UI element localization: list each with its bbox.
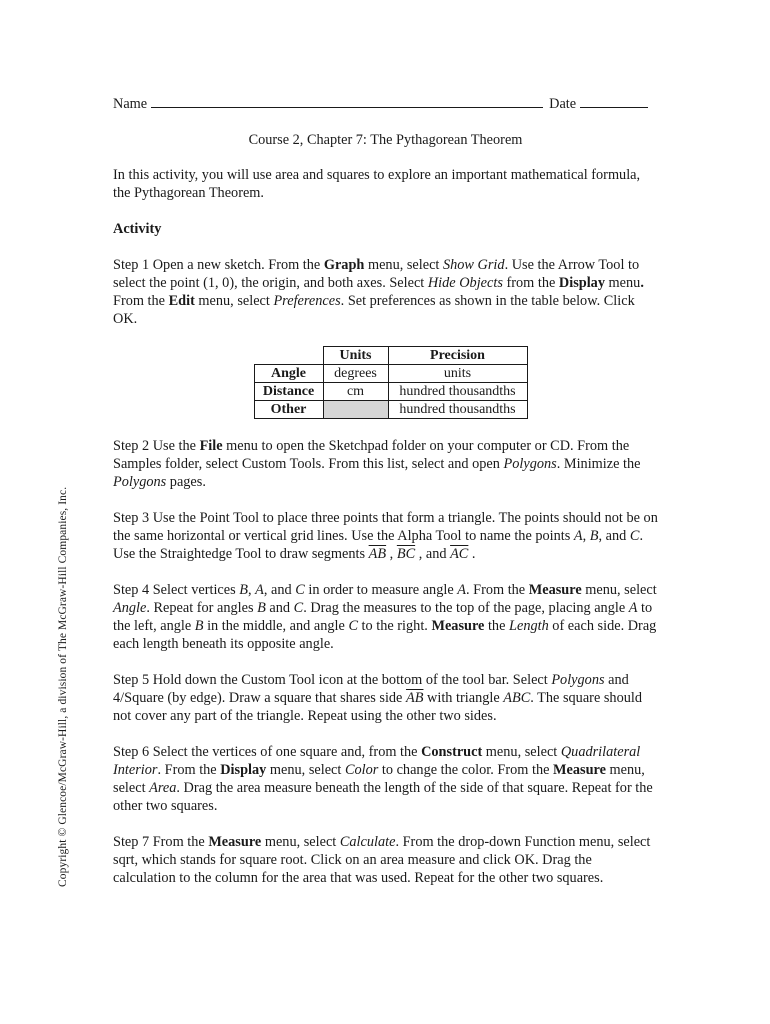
step-4: Step 4 Select vertices B, A, and C in order to measure angle A. From the Measure menu, select Angle. Repeat for angles B and C. Drag the measures to the top of the page, placing angle A to the left, angle B in the middle, and angle C to the right. Measure the Length of each side. Drag each length beneath its opposite angle. [113,582,657,652]
name-blank [151,94,543,108]
segment-ab: $\overline{AB}$ [368,546,387,562]
segment-ab: $\overline{AB}$ [405,690,424,706]
column-header-precision: Precision [388,347,527,365]
step-7: Step 7 From the Measure menu, select Calculate. From the drop-down Function menu, select sqrt, which stands for square root. Click on an area measure and click OK. Drag the calculation to the column for the area that was used. Repeat for the other two squares. [113,834,651,886]
page-title: Course 2, Chapter 7: The Pythagorean Theorem [248,132,523,148]
table-corner [254,347,323,365]
step-2: Step 2 Use the File menu to open the Sketchpad folder on your computer or CD. From the Samples folder, select Custom Tools. From this list, select and open Polygons. Minimize the Polygons pages. [113,438,641,490]
cell-units: cm [323,383,388,401]
cell-precision: units [388,365,527,383]
step-1: Step 1 Open a new sketch. From the Graph menu, select Show Grid. Use the Arrow Tool to select the point (1, 0), the origin, and both axes. Select Hide Objects from the Display menu. From the Edit menu, select Preferences. Set preferences as shown in the table below. Click OK. [113,257,644,327]
worksheet [113,94,658,887]
cell-precision: hundred thousandths [388,401,527,419]
row-label-other: Other [254,401,323,419]
table-header-row [254,347,527,365]
intro-paragraph: In this activity, you will use area and squares to explore an important mathematical formula, the Pythagorean Theorem. [113,167,641,201]
copyright-notice: Copyright © Glencoe/McGraw-Hill, a division of The McGraw-Hill Companies, Inc. [57,486,69,887]
cell-precision: hundred thousandths [388,383,527,401]
table-row [254,401,527,419]
column-header-units: Units [323,347,388,365]
segment-bc: $\overline{BC}$ [396,546,416,562]
segment-ac: $\overline{AC}$ [450,546,469,562]
name-label: Name [113,96,148,112]
row-label-distance: Distance [254,383,323,401]
cell-units-shaded [323,401,388,419]
row-label-angle: Angle [254,365,323,383]
cell-units: degrees [323,365,388,383]
preferences-table [254,346,528,419]
table-row [254,365,527,383]
table-row [254,383,527,401]
preferences-table-wrap [123,346,658,419]
step-5: Step 5 Hold down the Custom Tool icon at the bottom of the tool bar. Select Polygons and 4/Square (by edge). Draw a square that shares side $\overline{AB}$ with triangle ABC. The square should not cover any part of the triangle. Repeat using the other two sides. [113,672,642,724]
step-6: Step 6 Select the vertices of one square and, from the Construct menu, select Quadrilateral Interior. From the Display menu, select Color to change the color. From the Measure menu, select Area. Drag the area measure beneath the length of the side of that square. Repeat for the other two squares. [113,744,653,814]
name-date-line [113,94,658,113]
date-blank [580,94,648,108]
step-3: Step 3 Use the Point Tool to place three points that form a triangle. The points should not be on the same horizontal or vertical grid lines. Use the Alpha Tool to name the points A, B, and C. Use the Straightedge Tool to draw segments $\overline{AB}$ , $\overline{BC}$ , and $\overline{AC}$ . [113,510,658,562]
activity-heading: Activity [113,221,162,237]
date-label: Date [549,96,577,112]
